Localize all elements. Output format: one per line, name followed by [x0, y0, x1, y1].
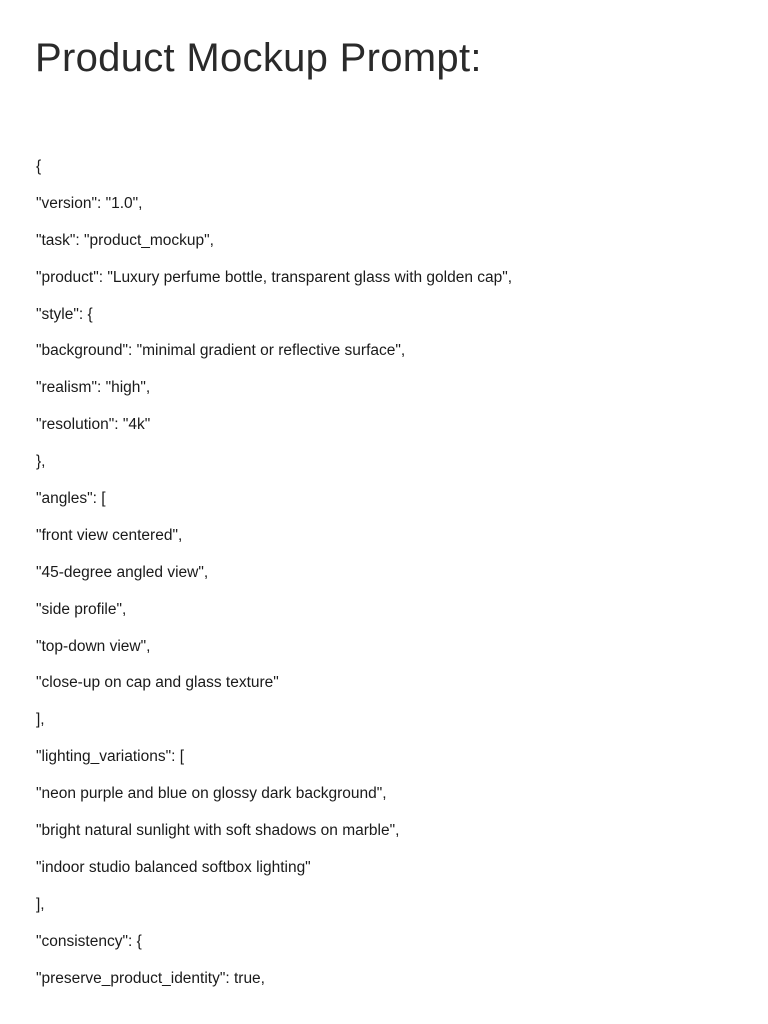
prompt-line: "front view centered",: [36, 526, 183, 544]
prompt-line: "side profile",: [36, 600, 127, 618]
prompt-line: "product": "Luxury perfume bottle, transparent glass with golden cap",: [36, 268, 513, 286]
page-title: Product Mockup Prompt:: [35, 36, 482, 80]
prompt-line: ],: [36, 711, 45, 729]
prompt-line: "resolution": "4k": [36, 416, 151, 434]
prompt-line: "task": "product_mockup",: [36, 231, 214, 249]
prompt-line: "bright natural sunlight with soft shadows on marble",: [36, 822, 400, 840]
prompt-lines: [36, 156, 512, 1004]
prompt-line: ],: [36, 895, 45, 913]
prompt-line: "lighting_variations": [: [36, 748, 184, 766]
prompt-line: "background": "minimal gradient or reflective surface",: [36, 342, 406, 360]
prompt-line: {: [36, 158, 42, 175]
prompt-line: "neon purple and blue on glossy dark background",: [36, 785, 387, 803]
prompt-line: "version": "1.0",: [36, 194, 143, 212]
prompt-line: "top-down view",: [36, 637, 151, 655]
prompt-line: "45-degree angled view",: [36, 563, 209, 581]
prompt-line: },: [36, 453, 46, 471]
prompt-line: "style": {: [36, 305, 93, 323]
prompt-line: "preserve_product_identity": true,: [36, 969, 265, 987]
prompt-line: "indoor studio balanced softbox lighting": [36, 858, 311, 876]
prompt-line: "consistency": {: [36, 932, 142, 950]
prompt-line: "angles": [: [36, 490, 106, 508]
prompt-line: "close-up on cap and glass texture": [36, 674, 279, 692]
prompt-line: "realism": "high",: [36, 379, 151, 397]
